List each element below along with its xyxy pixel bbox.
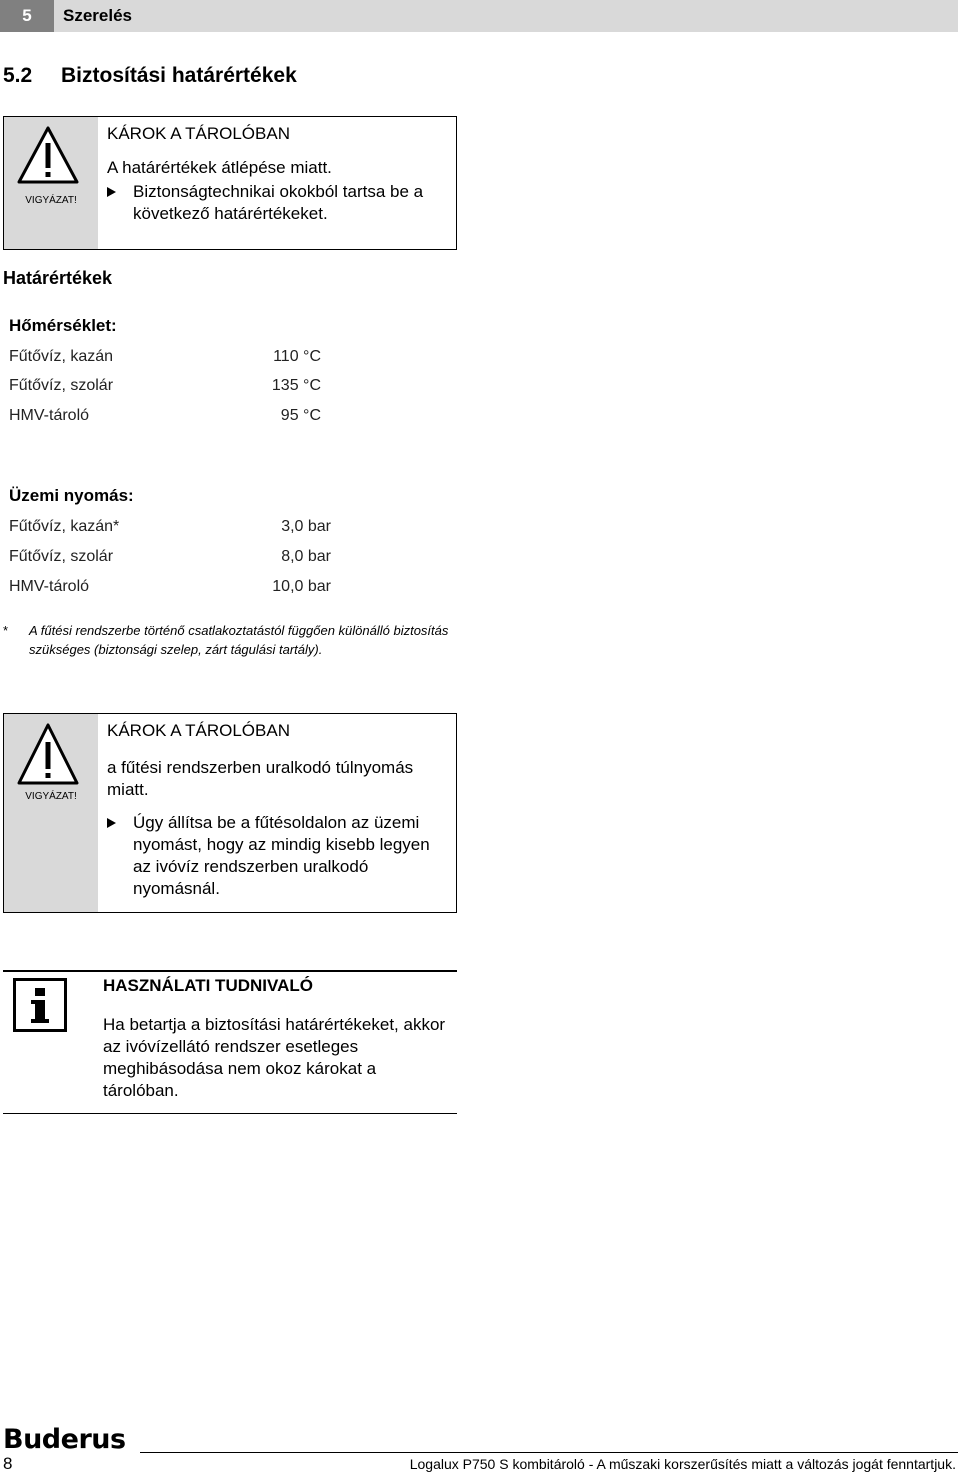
pressure-row-value: 10,0 bar — [272, 578, 331, 595]
warning-side-panel — [4, 714, 98, 912]
pressure-row-label: Fűtővíz, szolár — [9, 548, 114, 565]
brand-logo: Buderus — [3, 1424, 126, 1455]
warning-title: KÁROK A TÁROLÓBAN — [107, 721, 290, 740]
info-title: HASZNÁLATI TUDNIVALÓ — [103, 976, 313, 995]
warning-box-1 — [3, 116, 457, 250]
info-icon — [13, 978, 67, 1032]
temperature-heading: Hőmérséklet: — [9, 316, 117, 335]
warning-bullet — [107, 181, 446, 225]
section-title-text: Biztosítási határértékek — [61, 64, 297, 87]
footnote-text: A fűtési rendszerbe történő csatlakoztatástól függően különálló biztosítás szükséges (biztonsági szelep, zárt tágulási tartály). — [29, 623, 449, 657]
warning-triangle-icon — [16, 722, 80, 786]
warning-body — [107, 720, 446, 900]
footer-rule — [140, 1452, 958, 1453]
warning-label: VIGYÁZAT! — [25, 195, 77, 206]
pressure-row-label: HMV-tároló — [9, 578, 90, 595]
temp-row-value: 135 °C — [271, 377, 321, 394]
footnote — [3, 621, 463, 659]
chapter-number: 5 — [0, 0, 54, 32]
info-bottom-rule — [3, 1113, 457, 1114]
temp-row-label: Fűtővíz, kazán — [9, 348, 114, 365]
footer-text: Logalux P750 S kombitároló - A műszaki korszerűsítés miatt a változás jogát fenntartjuk. — [409, 1456, 956, 1472]
info-text: Ha betartja a biztosítási határértékeket, akkor az ivóvízellátó rendszer esetleges meghibásodása nem okoz károkat a tárolóban. — [103, 1015, 446, 1100]
warning-box-2 — [3, 713, 457, 913]
bullet-arrow-icon — [107, 187, 116, 197]
temp-row-label: Fűtővíz, szolár — [9, 377, 114, 394]
warning-bullet-text: Biztonságtechnikai okokból tartsa be a következő határértékeket. — [133, 182, 424, 223]
pressure-row-label: Fűtővíz, kazán* — [9, 518, 120, 535]
warning-body — [107, 123, 446, 225]
temp-row-value: 110 °C — [273, 348, 321, 365]
section-title — [3, 62, 297, 90]
page-number: 8 — [3, 1454, 13, 1473]
warning-bullet-text: Úgy állítsa be a fűtésoldalon az üzemi nyomást, hogy az mindig kisebb legyen az ivóvíz rendszerben uralkodó nyomásnál. — [133, 813, 430, 898]
warning-title: KÁROK A TÁROLÓBAN — [107, 124, 290, 143]
warning-text: a fűtési rendszerben uralkodó túlnyomás miatt. — [107, 758, 414, 799]
chapter-title: Szerelés — [63, 6, 132, 25]
pressure-heading: Üzemi nyomás: — [9, 486, 134, 505]
warning-triangle-icon — [16, 125, 80, 185]
temp-row-value: 95 °C — [280, 407, 321, 424]
bullet-arrow-icon — [107, 818, 116, 828]
info-top-rule — [3, 970, 457, 972]
footnote-marker: * — [3, 623, 9, 638]
pressure-row-value: 3,0 bar — [281, 518, 331, 535]
pressure-row-value: 8,0 bar — [281, 548, 331, 565]
warning-text: A határértékek átlépése miatt. — [107, 158, 332, 177]
section-number: 5.2 — [3, 64, 33, 87]
warning-label: VIGYÁZAT! — [25, 791, 77, 802]
temp-row-label: HMV-tároló — [9, 407, 90, 424]
warning-side-panel — [4, 117, 98, 249]
warning-bullet — [107, 812, 446, 900]
limits-heading: Határértékek — [3, 268, 113, 288]
chapter-header-bar — [0, 0, 958, 32]
